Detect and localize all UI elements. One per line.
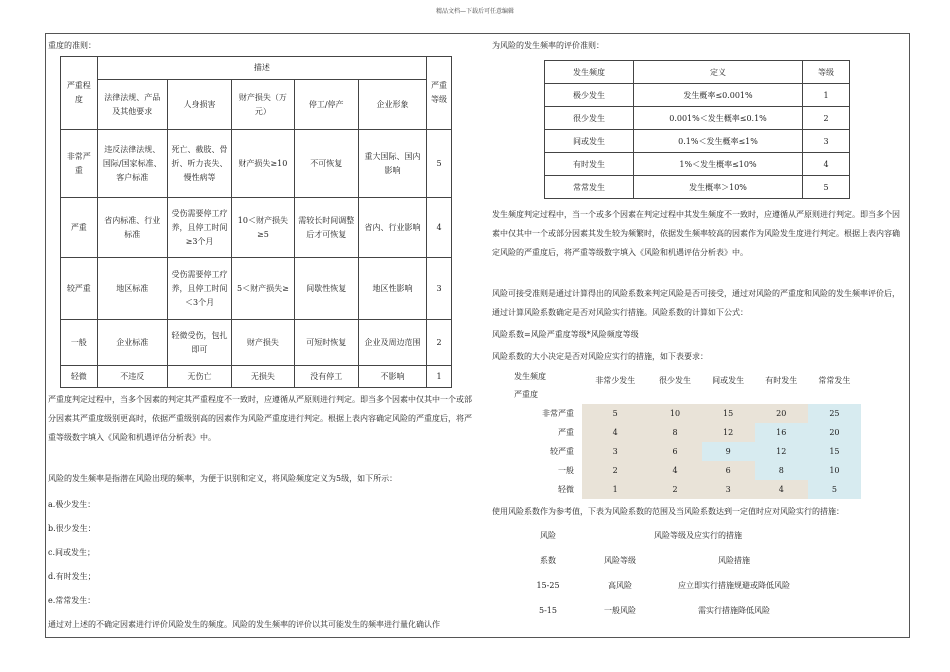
list-item: d.有时发生； [48, 572, 96, 581]
matrix-cell: 4 [582, 423, 648, 442]
table-row [512, 573, 812, 598]
matrix-cell: 15 [702, 404, 755, 423]
matrix-cell: 8 [648, 423, 701, 442]
sev-cell: 无伤亡 [167, 366, 231, 388]
left-column [48, 38, 473, 634]
freq-cell: 极少发生 [545, 84, 634, 107]
right-para-1: 发生频度判定过程中，当一个或多个因素在判定过程中其发生频度不一致时，应遵循从严原则进行判定。即当多个因素中仅其中一个或部分因素其发生较为频繁时，依据发生频率较高的因素作为风险发生度进行判定。根据上表内容确定风险的严重度后，将严重等级数字填入《风险和机遇评估分析表》中。 [492, 210, 900, 257]
sev-header-level: 严重程度 [61, 57, 98, 130]
freq-cell: 0.001%＜发生概率≤0.1% [634, 107, 803, 130]
freq-cell: 有时发生 [545, 153, 634, 176]
sev-cell: 企业标准 [97, 320, 167, 366]
sev-subheader: 法律法规、产品及其他要求 [97, 80, 167, 130]
list-item: e.常常发生： [48, 596, 96, 605]
sev-cell: 受伤需要停工疗养，且停工时间≥3个月 [167, 198, 231, 258]
sev-cell: 10＜财产损失≥5 [232, 198, 294, 258]
freq-cell: 5 [803, 176, 850, 199]
matrix-cell: 3 [582, 442, 648, 461]
matrix-cell: 10 [808, 461, 861, 480]
table-row [545, 176, 850, 199]
matrix-cell: 6 [648, 442, 701, 461]
matrix-row-label: 非常严重 [542, 409, 574, 418]
freq-header: 等级 [803, 61, 850, 84]
table-row [61, 366, 452, 388]
action-table [512, 523, 812, 623]
freq-cell: 2 [803, 107, 850, 130]
table-row [61, 130, 452, 198]
matrix-cell: 16 [755, 423, 808, 442]
table-row [506, 442, 861, 461]
table-row [61, 258, 452, 320]
action-header-level: 风险等级 [604, 556, 636, 565]
action-cell: 应立即实行措施规避或降低风险 [678, 581, 790, 590]
sev-cell: 受伤需要停工疗养，且停工时间＜3个月 [167, 258, 231, 320]
sev-subheader: 停工/停产 [294, 80, 358, 130]
action-cell: 需实行措施降低风险 [698, 606, 770, 615]
sev-cell: 地区标准 [97, 258, 167, 320]
freq-cell: 4 [803, 153, 850, 176]
table-row [545, 130, 850, 153]
sev-grade: 1 [427, 366, 452, 388]
matrix-cell: 20 [755, 404, 808, 423]
sev-cell: 省内、行业影响 [358, 198, 426, 258]
action-header-risk: 风险 [540, 531, 556, 540]
action-header-coef: 系数 [540, 556, 556, 565]
sev-cell: 企业及周边范围 [358, 320, 426, 366]
sev-subheader: 企业形象 [358, 80, 426, 130]
matrix-col-header: 有时发生 [765, 375, 798, 385]
matrix-row-label: 轻微 [558, 485, 574, 494]
sev-cell: 没有停工 [294, 366, 358, 388]
sev-cell: 财产损失 [232, 320, 294, 366]
sev-level: 较严重 [61, 258, 98, 320]
risk-formula: 风险系数=风险严重度等级*风险频度等级 [492, 330, 639, 339]
matrix-cell: 10 [648, 404, 701, 423]
sev-cell: 重大国际、国内影响 [358, 130, 426, 198]
matrix-cell: 5 [808, 480, 861, 499]
matrix-col-header: 非常少发生 [595, 375, 636, 385]
sev-cell: 不可恢复 [294, 130, 358, 198]
matrix-cell: 8 [755, 461, 808, 480]
sev-header-desc: 描述 [97, 57, 426, 80]
freq-cell: 发生概率≤0.001% [634, 84, 803, 107]
header-note: 精品文档—下载后可任意编辑 [435, 8, 514, 15]
right-para-2: 风险可接受准则是通过计算得出的风险系数来判定风险是否可接受，通过对风险的严重度和风险的发生频率评价后，通过计算风险系数确定是否对风险实行措施。风险系数的计算如下公式： [492, 289, 900, 317]
severity-table [60, 56, 452, 388]
sev-cell: 轻微受伤，包扎即可 [167, 320, 231, 366]
matrix-corner-bottom: 严重度 [514, 390, 538, 399]
freq-cell: 很少发生 [545, 107, 634, 130]
freq-cell: 1%＜发生概率≤10% [634, 153, 803, 176]
matrix-cell: 4 [755, 480, 808, 499]
matrix-col-header: 很少发生 [658, 375, 691, 385]
sev-header-grade: 严重等级 [427, 57, 452, 130]
action-cell: 高风险 [608, 581, 632, 590]
matrix-row-label: 严重 [558, 428, 574, 437]
table-row [506, 480, 861, 499]
sev-cell: 不违反 [97, 366, 167, 388]
right-intro: 为风险的发生频率的评价准则： [492, 41, 604, 50]
matrix-cell: 12 [702, 423, 755, 442]
sev-cell: 需较长时间调整后才可恢复 [294, 198, 358, 258]
matrix-cell: 20 [808, 423, 861, 442]
matrix-row-label: 较严重 [550, 447, 574, 456]
matrix-cell: 2 [648, 480, 701, 499]
matrix-cell: 1 [582, 480, 648, 499]
sev-cell: 5＜财产损失≥ [232, 258, 294, 320]
table-row [545, 153, 850, 176]
freq-cell: 发生概率＞10% [634, 176, 803, 199]
table-row [506, 461, 861, 480]
sev-subheader: 人身损害 [167, 80, 231, 130]
action-header-measure: 风险措施 [718, 556, 750, 565]
sev-cell: 违反法律法规、国际/国家标准、客户标准 [97, 130, 167, 198]
sev-cell: 不影响 [358, 366, 426, 388]
matrix-row-label: 一般 [558, 466, 574, 475]
left-para-2: 风险的发生频率是指潜在风险出现的频率，为便于识别和定义，将风险频度定义为5级，如下所示： [48, 474, 398, 483]
table-row [61, 320, 452, 366]
action-cell: 5-15 [539, 606, 557, 615]
sev-cell: 间歇性恢复 [294, 258, 358, 320]
matrix-cell: 3 [702, 480, 755, 499]
matrix-cell: 2 [582, 461, 648, 480]
right-para-3: 风险系数的大小决定是否对风险应实行的措施，如下表要求： [492, 352, 708, 361]
freq-cell: 0.1%＜发生概率≤1% [634, 130, 803, 153]
sev-level: 非常严重 [61, 130, 98, 198]
sev-cell: 省内标准、行业标准 [97, 198, 167, 258]
list-item: b.很少发生： [48, 524, 96, 533]
right-column [492, 38, 904, 623]
left-intro: 重度的准则： [48, 41, 96, 50]
sev-cell: 可短时恢复 [294, 320, 358, 366]
table-row [545, 84, 850, 107]
risk-matrix [506, 370, 861, 499]
freq-cell: 常常发生 [545, 176, 634, 199]
sev-grade: 2 [427, 320, 452, 366]
freq-header: 定义 [634, 61, 803, 84]
freq-header: 发生频度 [545, 61, 634, 84]
left-para-1: 严重度判定过程中，当多个因素的判定其严重程度不一致时，应遵循从严原则进行判定。即当多个因素中仅其中一个或部分因素其严重度级别更高时，依据严重级别高的因素作为风险严重度进行判定。根据上表内容确定风险的严重度后，将严重等级数字填入《风险和机遇评估分析表》中。 [48, 395, 472, 442]
sev-grade: 3 [427, 258, 452, 320]
freq-cell: 3 [803, 130, 850, 153]
matrix-cell: 5 [582, 404, 648, 423]
action-header-measures: 风险等级及应实行的措施 [654, 531, 742, 540]
sev-level: 严重 [61, 198, 98, 258]
list-item: a.极少发生： [48, 500, 96, 509]
matrix-col-header: 间或发生 [712, 375, 745, 385]
matrix-cell: 25 [808, 404, 861, 423]
table-row [512, 598, 812, 623]
matrix-cell: 9 [702, 442, 755, 461]
matrix-cell: 12 [755, 442, 808, 461]
table-row [545, 107, 850, 130]
freq-cell: 间或发生 [545, 130, 634, 153]
sev-grade: 4 [427, 198, 452, 258]
freq-cell: 1 [803, 84, 850, 107]
matrix-col-header: 常常发生 [818, 375, 851, 385]
frequency-table [544, 60, 850, 199]
list-item: c.间或发生； [48, 548, 96, 557]
matrix-cell: 6 [702, 461, 755, 480]
matrix-cell: 15 [808, 442, 861, 461]
table-row [61, 198, 452, 258]
sev-cell: 死亡、截肢、骨折、听力丧失、慢性病等 [167, 130, 231, 198]
table-row [506, 423, 861, 442]
sev-cell: 无损失 [232, 366, 294, 388]
right-para-4: 使用风险系数作为参考值，下表为风险系数的范围及当风险系数达到一定值时应对风险实行的措施： [492, 507, 844, 516]
sev-level: 一般 [61, 320, 98, 366]
sev-subheader: 财产损失（万元） [232, 80, 294, 130]
sev-level: 轻微 [61, 366, 98, 388]
table-row [506, 404, 861, 423]
sev-grade: 5 [427, 130, 452, 198]
matrix-cell: 4 [648, 461, 701, 480]
matrix-corner-top: 发生频度 [514, 372, 546, 381]
sev-cell: 财产损失≥10 [232, 130, 294, 198]
left-para-3: 通过对上述的不确定因素进行评价风险发生的频度。风险的发生频率的评价以其可能发生的频率进行量化确认作 [48, 620, 440, 629]
sev-cell: 地区性影响 [358, 258, 426, 320]
action-cell: 一般风险 [604, 606, 636, 615]
action-cell: 15-25 [536, 581, 560, 590]
